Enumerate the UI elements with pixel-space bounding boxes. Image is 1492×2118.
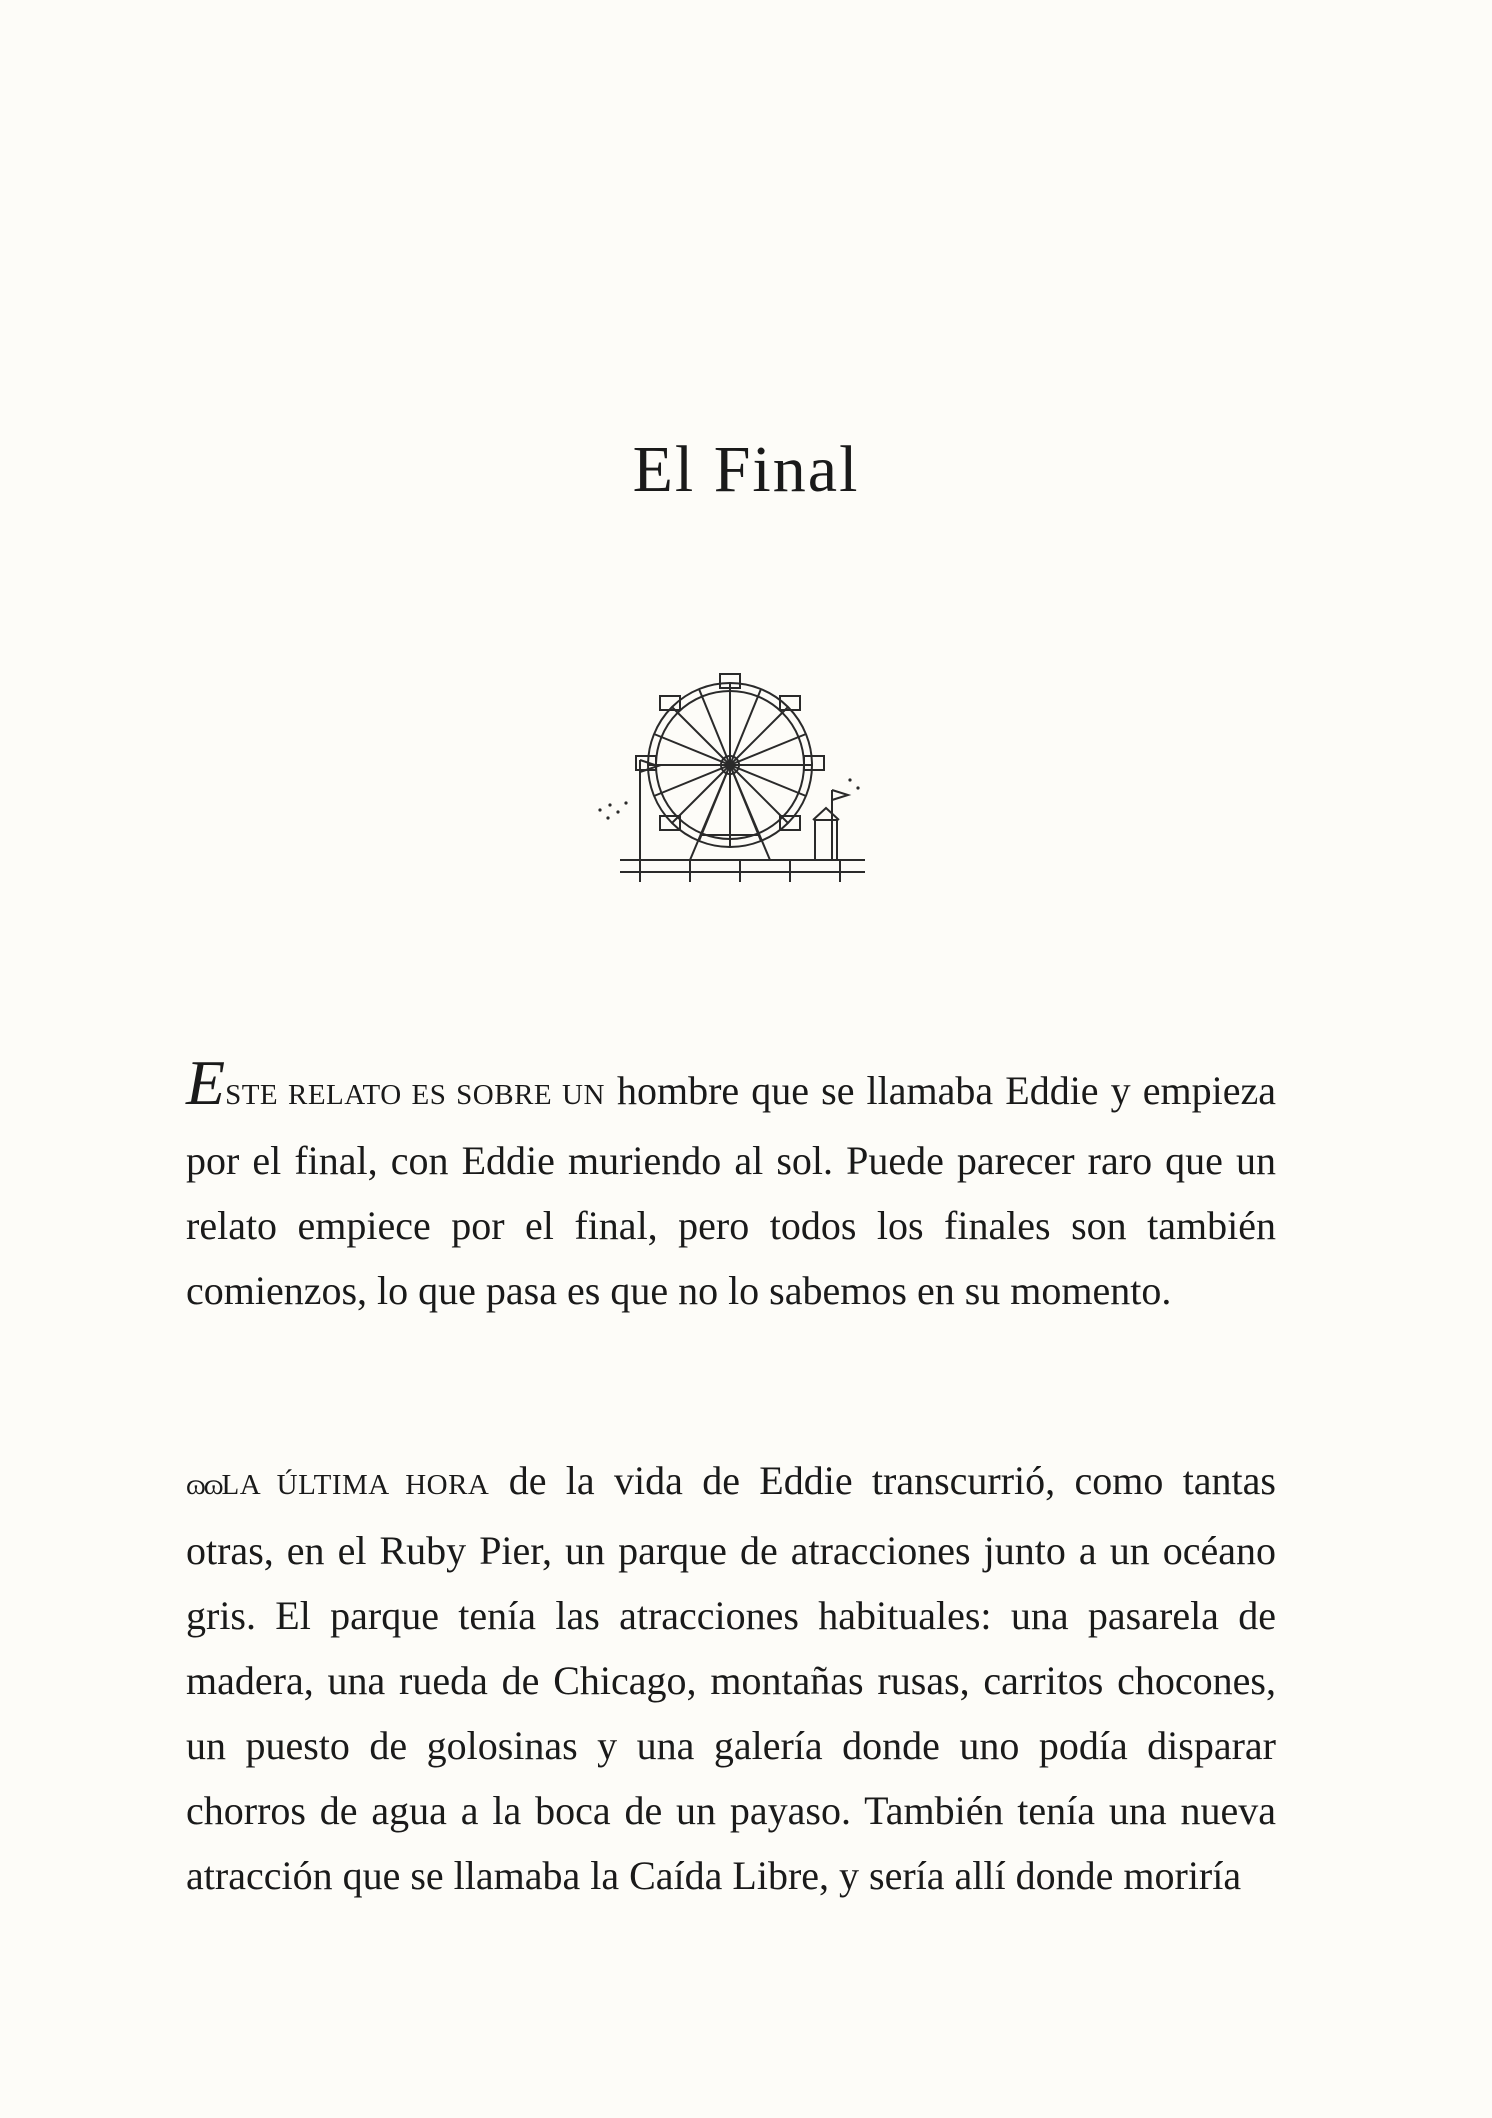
paragraph-text: hombre que se llamaba Eddie y empieza por el final, con Eddie muriendo al sol. Puede parecer raro que un relato empiece por el final, pero todos los finales son también comienzos, lo que pasa es que no lo sabemos en su momento.: [186, 1068, 1277, 1313]
smallcaps-lead: STE RELATO ES SOBRE UN: [225, 1079, 605, 1111]
paragraph-last-hour: [186, 1448, 1276, 1908]
smallcaps-lead: LA ÚLTIMA HORA: [221, 1469, 490, 1501]
paragraph-intro: [186, 1047, 1277, 1323]
section-ornament: ɷɷ: [186, 1468, 222, 1501]
paragraph-text: de la vida de Eddie transcurrió, como tantas otras, en el Ruby Pier, un parque de atracciones junto a un océano gris. El parque tenía las atracciones habituales: una pasarela de madera, una rueda de Chicago, montañas rusas, carritos chocones, un puesto de golosinas y una galería donde uno podía disparar chorros de agua a la boca de un payaso. También tenía una nueva atracción que se llamaba la Caída Libre, y sería allí donde moriría: [186, 1458, 1276, 1898]
chapter-title: El Final: [632, 433, 860, 506]
ferris-wheel-illustration: [580, 660, 880, 890]
drop-cap: E: [186, 1047, 226, 1118]
ferris-wheel-icon: [580, 660, 880, 890]
